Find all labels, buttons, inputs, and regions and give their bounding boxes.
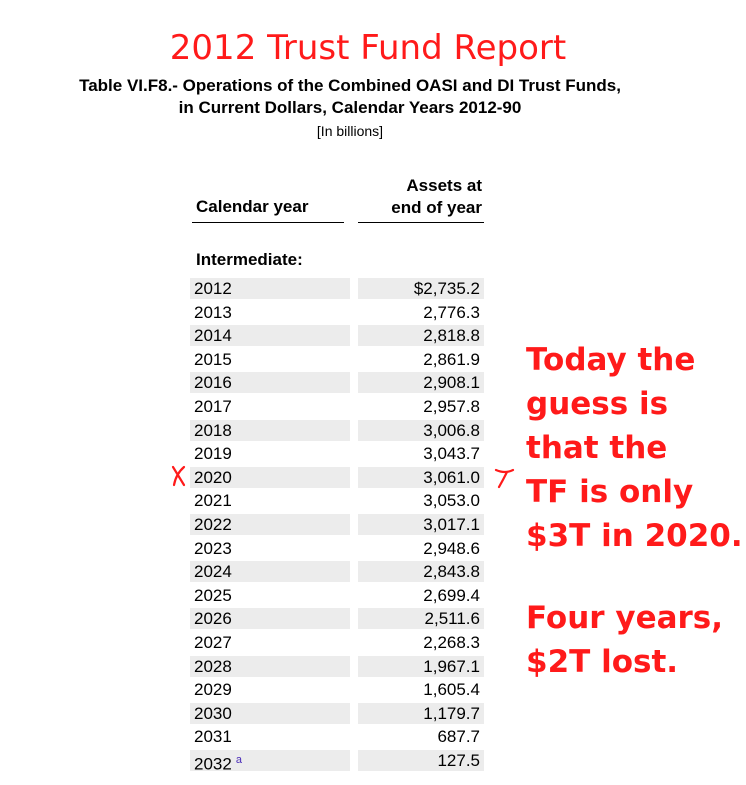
- year-cell: [190, 656, 350, 677]
- year-cell: [190, 561, 350, 582]
- year-cell: [190, 726, 350, 747]
- year-text: 2021: [194, 491, 232, 511]
- annotation-line: Four years,: [526, 600, 724, 636]
- year-text: 2018: [194, 420, 232, 440]
- year-text: 2022: [194, 514, 232, 534]
- assets-cell: 1,967.1: [358, 656, 484, 677]
- assets-cell: 2,776.3: [423, 302, 480, 322]
- x-mark-right-icon: [493, 466, 517, 490]
- year-cell: [190, 420, 350, 441]
- report-title: 2012 Trust Fund Report: [169, 28, 567, 68]
- year-cell: [190, 608, 350, 629]
- year-text: 2026: [194, 609, 232, 629]
- assets-cell: 2,908.1: [358, 372, 484, 393]
- year-cell: [190, 467, 350, 488]
- header-rule-assets: [358, 222, 484, 223]
- assets-cell: 3,006.8: [358, 420, 484, 441]
- year-cell: [190, 396, 350, 417]
- year-cell: [190, 514, 350, 535]
- year-text: 2030: [194, 703, 232, 723]
- year-cell: [190, 278, 350, 299]
- year-text: 2019: [194, 444, 232, 464]
- year-cell: [190, 632, 350, 653]
- year-text: 2015: [194, 349, 232, 369]
- assets-cell: 3,053.0: [423, 491, 480, 511]
- x-mark-left-icon: [168, 464, 190, 488]
- annotation-line: Today the: [526, 342, 696, 378]
- assets-cell: 2,268.3: [423, 632, 480, 652]
- assets-cell: 2,861.9: [423, 349, 480, 369]
- column-header-assets-line-2: end of year: [391, 198, 482, 217]
- annotation-today: [526, 338, 743, 558]
- assets-cell: 2,957.8: [423, 396, 480, 416]
- footnote-marker: a: [235, 753, 242, 766]
- assets-cell: 2,699.4: [423, 585, 480, 605]
- year-cell: [190, 302, 350, 323]
- year-text: 2023: [194, 538, 232, 558]
- year-text: 2013: [194, 302, 232, 322]
- year-cell: [190, 703, 350, 724]
- assets-cell: 2,511.6: [358, 608, 484, 629]
- year-text: 2014: [194, 326, 232, 346]
- year-text: 2017: [194, 396, 232, 416]
- assets-cell: 3,017.1: [358, 514, 484, 535]
- year-text: 2027: [194, 632, 232, 652]
- year-cell: [190, 585, 350, 606]
- year-text: 2024: [194, 562, 232, 582]
- year-cell: [190, 538, 350, 559]
- assets-cell: 687.7: [437, 727, 480, 747]
- section-label: Intermediate:: [196, 250, 303, 269]
- assets-cell: 1,179.7: [358, 703, 484, 724]
- year-text: 2016: [194, 373, 232, 393]
- assets-cell: 2,948.6: [423, 538, 480, 558]
- year-cell: [190, 679, 350, 700]
- year-cell: [190, 325, 350, 346]
- annotation-line: TF is only: [526, 474, 694, 510]
- unit-note: [In billions]: [316, 123, 384, 139]
- table-title-line-1: Table VI.F8.- Operations of the Combined OASI and DI Trust Funds,: [79, 76, 621, 95]
- assets-cell: 2,818.8: [358, 325, 484, 346]
- year-text: 2025: [194, 585, 232, 605]
- table-title-line-2: in Current Dollars, Calendar Years 2012-90: [178, 98, 522, 117]
- annotation-line: $2T lost.: [526, 644, 679, 680]
- year-cell: [190, 490, 350, 511]
- year-text: 2029: [194, 680, 232, 700]
- year-cell: [190, 750, 350, 774]
- year-text: 2032: [194, 754, 232, 774]
- assets-cell: 3,043.7: [423, 444, 480, 464]
- year-text: 2028: [194, 656, 232, 676]
- year-cell: [190, 349, 350, 370]
- annotation-line: that the: [526, 430, 668, 466]
- assets-cell: 2,843.8: [358, 561, 484, 582]
- annotation-line: $3T in 2020.: [526, 518, 743, 554]
- column-header-year: Calendar year: [196, 197, 309, 216]
- year-text: 2031: [194, 727, 232, 747]
- year-text: 2020: [194, 467, 232, 487]
- year-cell: [190, 372, 350, 393]
- column-header-assets: [358, 175, 482, 219]
- assets-cell: 1,605.4: [423, 680, 480, 700]
- year-text: 2012: [194, 279, 232, 298]
- assets-cell: $2,735.2: [358, 278, 484, 299]
- assets-cell: 127.5: [358, 750, 484, 771]
- annotation-line: guess is: [526, 386, 669, 422]
- annotation-four-years: [526, 596, 723, 684]
- assets-cell: 3,061.0: [358, 467, 484, 488]
- year-cell: [190, 443, 350, 464]
- column-header-assets-line-1: Assets at: [406, 176, 482, 195]
- header-rule-year: [192, 222, 344, 223]
